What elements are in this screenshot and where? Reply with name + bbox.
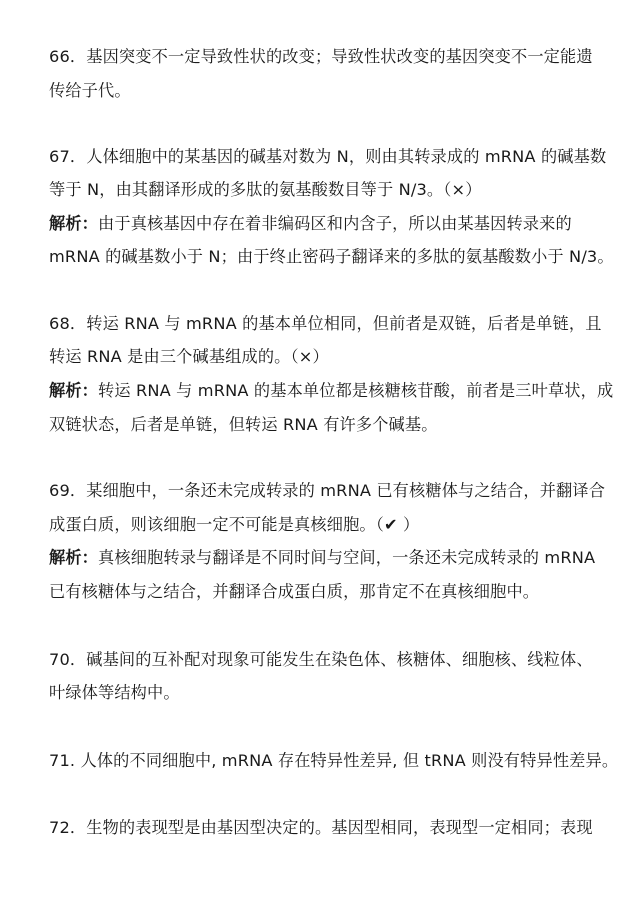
q66-line-1: 66．基因突变不一定导致性状的改变；导致性状改变的基因突变不一定能遗: [49, 47, 593, 66]
q68-line-2: 转运 RNA 是由三个碱基组成的。（×）: [49, 347, 329, 366]
analysis-text: 转运 RNA 与 mRNA 的基本单位都是核糖核苷酸，前者是三叶草状，成: [98, 381, 614, 400]
q70-line-2: 叶绿体等结构中。: [49, 683, 180, 702]
analysis-label: 解析：: [49, 548, 99, 567]
q67-line-1: 67．人体细胞中的某基因的碱基对数为 N，则由其转录成的 mRNA 的碱基数: [49, 147, 607, 166]
q68-analysis-line-1: [49, 379, 640, 403]
q68-analysis-line-2: 双链状态，后者是单链，但转运 RNA 有许多个碱基。: [49, 415, 438, 434]
q69-analysis-line-2: 已有核糖体与之结合，并翻译合成蛋白质，那肯定不在真核细胞中。: [49, 582, 540, 601]
q69-line-1: 69．某细胞中，一条还未完成转录的 mRNA 已有核糖体与之结合，并翻译合: [49, 481, 606, 500]
analysis-text: 由于真核基因中存在着非编码区和内含子，所以由某基因转录来的: [98, 214, 572, 233]
q67-analysis-line-2: mRNA 的碱基数小于 N；由于终止密码子翻译来的多肽的氨基酸数小于 N/3。: [49, 247, 614, 266]
checkmark-icon: ✔: [384, 515, 398, 534]
q67-line-2: 等于 N，由其翻译形成的多肽的氨基酸数目等于 N/3。（×）: [49, 180, 482, 199]
q69-analysis-line-1: [49, 546, 640, 570]
q72-line-1: 72．生物的表现型是由基因型决定的。基因型相同，表现型一定相同；表现: [49, 818, 593, 837]
q69-line-2-text: 成蛋白质，则该细胞一定不可能是真核细胞。（: [49, 515, 384, 534]
q70-line-1: 70．碱基间的互补配对现象可能发生在染色体、核糖体、细胞核、线粒体、: [49, 650, 593, 669]
q71-line-1: 71. 人体的不同细胞中, mRNA 存在特异性差异, 但 tRNA 则没有特异性差异。: [49, 751, 619, 770]
q67-analysis-line-1: [49, 212, 640, 236]
q69-line-2-end: ）: [397, 515, 420, 534]
analysis-text: 真核细胞转录与翻译是不同时间与空间，一条还未完成转录的 mRNA: [98, 548, 596, 567]
q69-line-2: [49, 513, 640, 537]
analysis-label: 解析：: [49, 381, 99, 400]
q68-line-1: 68．转运 RNA 与 mRNA 的基本单位相同，但前者是双链，后者是单链，且: [49, 314, 602, 333]
q66-line-2: 传给子代。: [49, 81, 131, 100]
analysis-label: 解析：: [49, 214, 99, 233]
